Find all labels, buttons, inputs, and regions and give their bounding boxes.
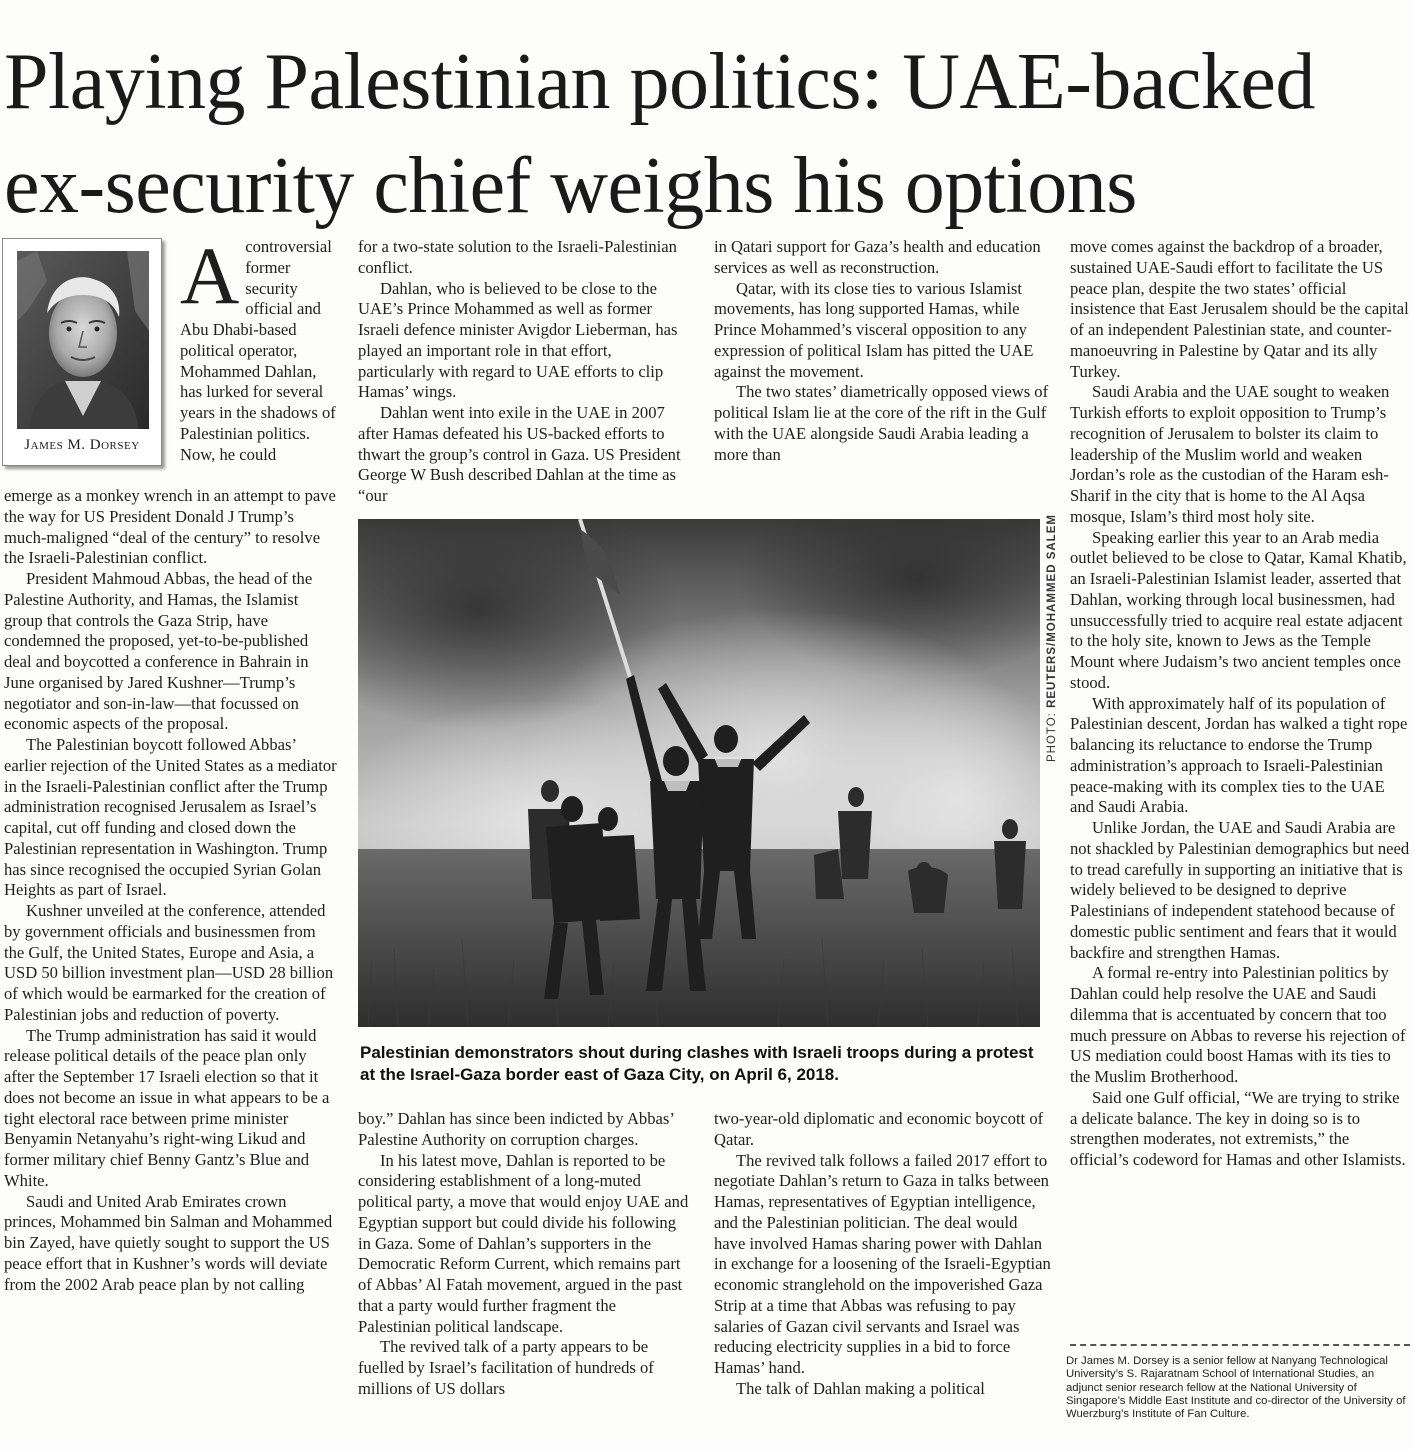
paragraph: The revived talk of a party appears to be fuelled by Israel’s facilitation of hundreds of millions of US dollars: [358, 1337, 654, 1398]
paragraph: Saudi and United Arab Emirates crown princes, Mohammed bin Salman and Mohammed bin Zayed, have quietly sought to support the US peace effort that in Kushner’s words will deviate from the 2002 Arab peace plan by not calling: [4, 1191, 333, 1294]
paragraph: Speaking earlier this year to an Arab media outlet believed to be close to Qatar, Kamal Khatib, an Israeli-Palestinian Islamist leader, asserted that Dahlan, working through local businessmen, had unsuccessfully tried to acquire real estate adjacent to the holy site, known to Jews as the Temple Mount where Judaism’s two ancient temples once stood.: [1070, 527, 1407, 692]
paragraph: boy.” Dahlan has since been indicted by Abbas’ Palestine Authority on corruption charges.: [358, 1109, 674, 1149]
dropcap: A: [180, 230, 240, 321]
byline-box: [2, 238, 162, 466]
paragraph: Dahlan went into exile in the UAE in 2007 after Hamas defeated his US-backed efforts to thwart the group’s control in Gaza. US President George W Bush described Dahlan at the time as “our: [358, 403, 681, 505]
author-name: James M. Dorsey: [24, 437, 140, 453]
headline: Playing Palestinian politics: UAE-backed ex-security chief weighs his options: [4, 38, 1315, 230]
paragraph: The revived talk follows a failed 2017 effort to negotiate Dahlan’s return to Gaza in talks between Hamas, representatives of Egyptian intelligence, and the Palestinian politician. The deal would have involved Hamas sharing power with Dahlan in exchange for a loosening of the Israeli-Egyptian economic stranglehold on the impoverished Gaza Strip at a time that Abbas was refusing to pay salaries of Gazan civil servants and Israel was reducing electricity supplies in a bid to force Hamas’ hand.: [714, 1150, 1051, 1377]
column-2-top: [358, 237, 692, 507]
photo-caption: Palestinian demonstrators shout during clashes with Israeli troops during a protest at the Israel-Gaza border east of Gaza City, on April 6, 2018.: [360, 1043, 1034, 1084]
column-3-bottom: [714, 1109, 1052, 1400]
column-1: [4, 486, 338, 1295]
paragraph: two-year-old diplomatic and economic boycott of Qatar.: [714, 1109, 1044, 1149]
paragraph: With approximately half of its population of Palestinian descent, Jordan has walked a tight rope balancing its reluctance to endorse the Trump administration’s approach to Israeli-Palestinian peace-making with its complex ties to the UAE and Saudi Arabia.: [1070, 693, 1408, 817]
photo-credit: [1046, 492, 1058, 762]
paragraph: The Trump administration has said it would release political details of the peace plan only after the September 17 Israeli election so that it does not become an issue in what appears to be a tight electoral race between prime minister Benyamin Netanyahu’s right-wing Likud and former military chief Benny Gantz’s Blue and White.: [4, 1025, 330, 1190]
paragraph: The two states’ diametrically opposed views of political Islam lie at the core of the rift in the Gulf with the UAE alongside Saudi Arabia leading a more than: [714, 382, 1049, 464]
photo-credit-agency: REUTERS/MOHAMMED SALEM: [1046, 514, 1058, 708]
paragraph: Saudi Arabia and the UAE sought to weaken Turkish efforts to exploit opposition to Trump’s recognition of Jerusalem to bolster its claim to leadership of the Muslim world and weaken Jordan’s role as the custodian of the Haram esh-Sharif in the city that is home to the Al Aqsa mosque, Islam’s third most holy site.: [1070, 382, 1390, 526]
intro-text: controversial former security official and Abu Dhabi-based political operator, Mohammed Dahlan, has lurked for several years in the shadows of Palestinian politics. Now, he could: [180, 237, 336, 464]
paragraph: Dahlan, who is believed to be close to the UAE’s Prince Mohammed as well as former Israeli defence minister Avigdor Lieberman, has played an important role in that effort, particularly with regard to UAE efforts to clip Hamas’ wings.: [358, 278, 678, 402]
paragraph: In his latest move, Dahlan is reported to be considering establishment of a long-muted political party, a move that would enjoy UAE and Egyptian support but could divide his following in Gaza. Some of Dahlan’s supporters in the Democratic Reform Current, which remains part of Abbas’ Al Fatah movement, argued in the past that a party would further fragment the Palestinian political landscape.: [358, 1150, 689, 1336]
column-4: [1070, 237, 1410, 1171]
bio-divider: [1070, 1344, 1410, 1346]
paragraph: The Palestinian boycott followed Abbas’ earlier rejection of the United States as a mediator in the Israeli-Palestinian conflict after the Trump administration recognised Jerusalem as Israel’s capital, cut off funding and closed down the Palestinian representation in Washington. Trump has since recognised the occupied Syrian Golan Heights as part of Israel.: [4, 735, 337, 900]
paragraph: emerge as a monkey wrench in an attempt to pave the way for US President Donald J Trump’s much-maligned “deal of the century” to resolve the Israeli-Palestinian conflict.: [4, 486, 336, 568]
author-bio: Dr James M. Dorsey is a senior fellow at Nanyang Technological University’s S. Rajaratnam School of International Studies, an adjunct senior research fellow at the National University of Singapore’s Middle East Institute and co-director of the University of Wuerzburg’s Institute of Fan Culture.: [1066, 1355, 1406, 1421]
paragraph: in Qatari support for Gaza’s health and education services as well as reconstruction.: [714, 237, 1041, 277]
paragraph: Kushner unveiled at the conference, attended by government officials and businessmen from the Gulf, the United States, Europe and Asia, a USD 50 billion investment plan—USD 28 billion of which would be earmarked for the creation of Palestinian jobs and reduction of poverty.: [4, 901, 334, 1024]
author-portrait: [17, 251, 149, 429]
paragraph: Said one Gulf official, “We are trying to strike a delicate balance. The key in doing so is to strengthen moderates, not extremists,” the official’s codeword for Hamas and other Islamists.: [1070, 1087, 1406, 1169]
paragraph: Qatar, with its close ties to various Islamist movements, has long supported Hamas, while Prince Mohammed’s visceral opposition to any expression of political Islam has pitted the UAE against the movement.: [714, 278, 1034, 381]
paragraph: The talk of Dahlan making a political: [736, 1378, 985, 1398]
news-photo: [358, 519, 1040, 1027]
column-3-top: [714, 237, 1052, 465]
column-1-intro: [180, 230, 340, 465]
paragraph: President Mahmoud Abbas, the head of the Palestine Authority, and Hamas, the Islamist group that controls the Gaza Strip, have condemned the proposed, yet-to-be-published deal and boycotted a conference in Bahrain in June organised by Jared Kushner—Trump’s negotiator and son-in-law—that focussed on economic aspects of the proposal.: [4, 569, 313, 734]
paragraph: for a two-state solution to the Israeli-Palestinian conflict.: [358, 237, 677, 277]
column-2-bottom: [358, 1109, 692, 1400]
paragraph: A formal re-entry into Palestinian politics by Dahlan could help resolve the UAE and Saudi dilemma that is accentuated by concern that too much pressure on Abbas to reverse his rejection of US mediation could boost Hamas with its ties to the Muslim Brotherhood.: [1070, 963, 1406, 1086]
photo-credit-prefix: PHOTO:: [1046, 707, 1058, 762]
paragraph: Unlike Jordan, the UAE and Saudi Arabia are not shackled by Palestinian demographics but need to tread carefully in supporting an initiative that is widely believed to be designed to deprive Palestinians of independent statehood because of domestic public sentiment and fears that it would backfire and strengthen Hamas.: [1070, 818, 1410, 962]
paragraph: move comes against the backdrop of a broader, sustained UAE-Saudi effort to facilitate the US peace plan, despite the two states’ official insistence that East Jerusalem should be the capital of an independent Palestinian state, and counter-manoeuvring in Palestine by Qatar and its ally Turkey.: [1070, 237, 1409, 381]
